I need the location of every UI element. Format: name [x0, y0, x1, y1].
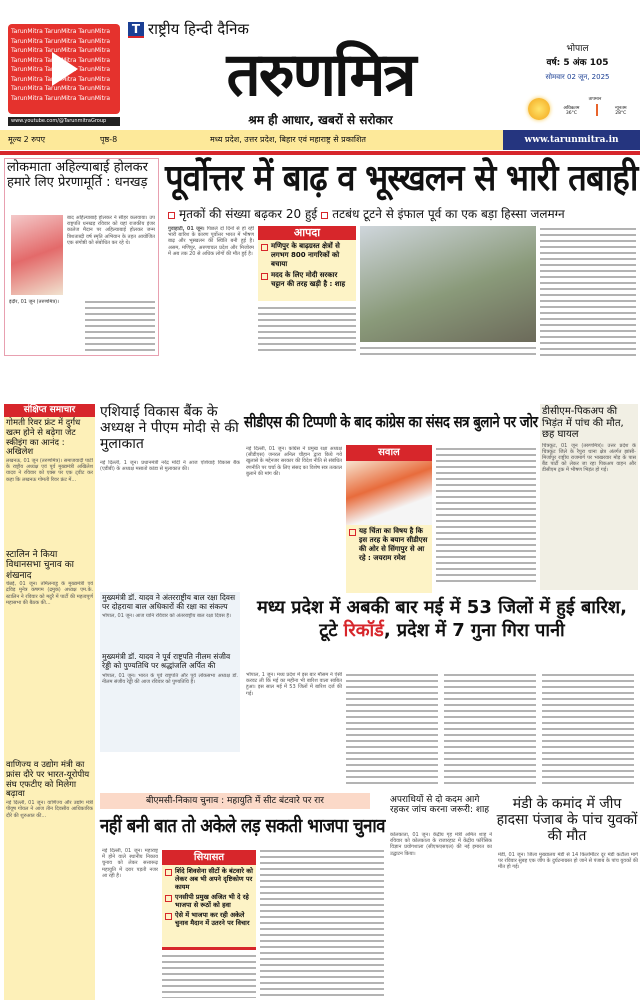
body: बाद अहिल्याबाई होलकर ने सीहर कलवाया। उप राष्ट्रपति धनखड़ रविवार को यहां राजकीय इंजर कालेज मैदान पर अहिल्याबाई होलकर जन्म त्रिशताब्दी वर्ष स्मृति अभियान के तहत आयोजित एक संगोष्ठी को संबोधित कर रहे थे। — [67, 215, 155, 246]
price: मूल्य 2 रुपए — [8, 135, 46, 144]
lead-body — [168, 226, 254, 354]
edition: वर्ष: 5 अंक 105 — [546, 58, 609, 68]
headline: डीसीएम-पिकअप की भिड़ंत में पांच की मौत, छह घायल — [542, 406, 624, 440]
mandi-body: मंडी, 01 जून। जिला मुख्यालय मंडी से 14 किलोमीटर दूर मंडी कटौला मार्ग पर रविवार सुबह एक जीप के दुर्घटनाग्रस्त हो जाने से पंजाब के पांच युवकों की मौत हो गई। — [498, 852, 638, 871]
body: चित्रकूट, 01 जून (तरुणमित्र)। उत्तर प्रदेश के चित्रकूट जिले के रैपुरा थाना क्षेत्र अंतर्गत झांसी-मिर्जापुर राष्ट्रीय राजमार्ग पर भाखरवार मोड़ के पास बैंड पार्टी को लेकर जा रहा पिकअप वाहन और डीसीएम ट्रक में भीषण भिड़ंत हो गई। — [542, 442, 636, 474]
bullet-icon — [321, 212, 328, 219]
brief-headline: गोमती रिवर फ्रंट में दुर्गंध खत्म होने से बढ़ेगा जेट स्कीइंग का आनंद : अखिलेश — [6, 418, 81, 458]
cds-headline: सीडीएस की टिप्पणी के बाद कांग्रेस का संसद सत्र बुलाने पर जोर — [244, 413, 538, 431]
mp-rain-headline — [246, 596, 638, 642]
sawal-box — [346, 445, 432, 593]
brief-headline: स्टालिन ने किया विधानसभा चुनाव का शंखनाद — [6, 550, 74, 581]
section-title: संक्षिप्त समाचार — [4, 404, 95, 417]
temp-label: तापमान — [588, 97, 602, 102]
brief-headline: वाणिज्य व उद्योग मंत्री का फ्रांस दौरे पर भारत-यूरोपीय संघ एफटीए को मिलेगा बढ़ावा — [6, 760, 90, 800]
sun-icon — [528, 98, 550, 120]
apada-box — [258, 226, 356, 301]
text-lines — [360, 345, 536, 357]
max-temp: 36°C — [565, 110, 577, 116]
lead-subheads — [168, 206, 636, 222]
date: सोमवार 02 जून, 2025 — [545, 73, 610, 81]
text-lines — [436, 446, 536, 586]
quote: यह चिंता का विषय है कि इस तरह के बयान सीडीएस की ओर से सिंगापुर से आ रहे : जयराम रमेश — [359, 527, 428, 562]
box-point: मदद के लिए मोदी सरकार चट्टान की तरह खड़ी है : शाह — [271, 271, 346, 288]
dcm-story — [540, 404, 638, 590]
mandi-headline: मंडी के कमांद में जीप हादसा पंजाब के पांच युवकों की मौत — [496, 796, 638, 845]
city: भोपाल — [566, 44, 589, 54]
text-lines — [260, 848, 384, 998]
brief-column — [4, 404, 95, 1000]
logo-mark: T — [128, 22, 144, 38]
text-lines — [346, 672, 636, 786]
lead-headline: पूर्वोत्तर में बाढ़ व भूस्खलन से भारी तबाही — [165, 158, 638, 199]
box-point: ऐसे में भाजपा कर रही अकेले चुनाव मैदान में उतरने पर विचार — [175, 911, 250, 927]
jairam-photo — [346, 461, 432, 525]
siyasat-box — [162, 850, 256, 950]
dateline: गुवाहाटी, 01 जून। — [168, 226, 205, 232]
body: भोपाल, 01 जून। आज यानि रविवार को अंतरराष्ट्रीय बाल रक्षा दिवस है। — [102, 613, 231, 620]
text-lines — [540, 226, 636, 356]
youtube-tile-text: TarunMitra TarunMitra TarunMitra TarunMitra TarunMitra TarunMitra TarunMitra TarunMitra TarunMitra TarunMitra TarunMitra TarunMitra TarunMitra TarunMitra TarunMitra TarunMitra TarunMitra TarunMitra TarunMitra TarunMitra TarunMitra TarunMitra TarunMitra TarunMitra — [11, 28, 111, 102]
headline: लोकमाता अहिल्याबाई होलकर हमारे लिए प्रेरणामूर्ति : धनखड़ — [7, 160, 148, 190]
lead-sub1: मृतकों की संख्या बढ़कर 20 हुई — [179, 207, 318, 221]
shah-headline: अपराधियों से दो कदम आगे रहकर जांच करना जरूरी: शाह — [390, 795, 490, 816]
cds-body: नई दिल्ली, 01 जून। कांग्रेस ने प्रमुख रक्षा अध्यक्ष (सीडीएस) जनरल अनिल चौहान द्वारा किये गये खुलासे के मद्देनजर सरकार की विदेश नीति से संबंधित रणनीति पर चर्चा के लिए संसद का विशेष सत्र तत्काल बुलाने की मांग की। — [246, 446, 342, 477]
box-point: शिंदे शिवसेना सीटों के बंटवारे को लेकर अब भी अपने दृष्टिकोण पर कायम — [175, 867, 253, 891]
text-lines — [258, 305, 356, 355]
body: भोपाल, 01 जून। भारत के पूर्व राष्ट्रपति और पूर्व लोकसभा अध्यक्ष डॉ. नीलम संजीव रेड्डी की आज रविवार को पुण्यतिथि है। — [102, 672, 238, 685]
headline-part: मध्य प्रदेश में अबकी बार मई में 53 जिलों में हुई बारिश, टूटे — [256, 597, 628, 641]
tagline-top: राष्ट्रीय हिन्दी दैनिक — [148, 20, 249, 38]
divider — [0, 151, 640, 155]
headline: मुख्यमंत्री डॉ. यादव ने पूर्व राष्ट्रपति नीलम संजीव रेड्डी को पुण्यतिथि पर श्रद्धांजलि अर्पित की — [102, 652, 231, 670]
box-title: सियासत — [162, 850, 256, 865]
flood-photo — [360, 226, 536, 342]
adb-body: नई दिल्ली, 1 जून। प्रधानमंत्री नरेंद्र मोदी ने आज एशियाई विकास बैंक (एडीबी) के अध्यक्ष मसातो कांडा से मुलाकात की। — [100, 460, 240, 473]
page-count: पृष्ठ-8 — [100, 135, 118, 144]
adb-headline: एशियाई विकास बैंक के अध्यक्ष ने पीएम मोदी से की मुलाकात — [100, 404, 239, 453]
holkar-story — [4, 158, 159, 356]
holkar-photo — [11, 215, 63, 295]
brief-body: लखनऊ, 01 जून (तरुणमित्र)। समाजवादी पार्टी के राष्ट्रीय अध्यक्ष एवं पूर्व मुख्यमंत्री अखिलेश यादव ने रविवार को एक्स पर एक ट्वीट कर कहा कि लखनऊ गोमती रिवर फ्रंट में... — [6, 458, 93, 483]
mp-rain-body: भोपाल, 1 जून। मध्य प्रदेश में इस बार मौसम ने ऐसी करवट ली कि मई का महीना भी बारिश वाला साबित हुआ। इस साल मई में 53 जिलों में बारिश दर्ज की गई। — [246, 672, 342, 697]
yadav-stories — [100, 592, 240, 752]
dateline: इंदौर, 01 जून (तरुणमित्र)। — [9, 299, 59, 305]
bmc-kicker: बीएमसी-निकाय चुनाव : महायुति में सीट बंटवारे पर रार — [100, 793, 370, 809]
box-point: एनसीपी प्रमुख अजित भी दे रहे भाजपा से रूठों को हवा — [175, 893, 249, 909]
weather — [555, 96, 635, 116]
bullet-icon — [168, 212, 175, 219]
newspaper-name: तरुणमित्र — [226, 40, 415, 110]
body: पिछले दो दिनों से हो रही भारी बारिश के कारण पूर्वोत्तर भारत में भीषण बाढ़ और भूस्खलन की स्थिति बनी हुई है। असम, मणिपुर, अरुणाचल प्रदेश और मिजोरम में अब तक 20 से अधिक लोगों की मौत हुई है। — [168, 226, 254, 257]
thermometer-icon — [596, 104, 598, 116]
min-temp: 28°C — [615, 110, 627, 116]
bmc-body: नई दिल्ली, 01 जून। महाराष्ट्र में होने वाले स्थानीय निकाय चुनाव को लेकर सत्तारूढ़ महायुति में दरार पड़ती नजर आ रही है। — [102, 848, 158, 879]
text-lines — [85, 299, 155, 353]
headline: मुख्यमंत्री डॉ. यादव ने अंतरराष्ट्रीय बाल रक्षा दिवस पर दोहराया बाल अधिकारों की रक्षा का संकल्प — [102, 593, 236, 611]
max-label: अधिकतम — [563, 105, 580, 111]
box-title: आपदा — [258, 226, 356, 240]
motto: श्रम ही आधार, खबरों से सरोकार — [248, 113, 393, 127]
box-point: मणिपुर के बाढ़ग्रस्त क्षेत्रों से लगभग 800 नागरिकों को बचाया — [271, 242, 340, 268]
min-label: न्यूनतम — [614, 105, 627, 111]
headline-highlight: रिकॉर्ड — [343, 620, 384, 641]
published-from: मध्य प्रदेश, उत्तर प्रदेश, बिहार एवं महाराष्ट्र से प्रकाशित — [210, 135, 366, 144]
website-link[interactable]: www.tarunmitra.in — [503, 130, 640, 150]
brief-body: चेन्नई, 01 जून। तमिलनाडु के मुख्यमंत्री एवं द्रविड़ मुनेत्र कषगम (द्रमुक) अध्यक्ष एम.के. स्टालिन ने रविवार को मदुरै में पार्टी की महत्वपूर्ण महासभा की बैठक की... — [6, 581, 93, 606]
bmc-headline: नहीं बनी बात तो अकेले लड़ सकती भाजपा चुनाव — [100, 815, 386, 837]
text-lines — [162, 953, 256, 998]
lead-sub2: तटबंध टूटने से इंफाल पूर्व का एक बड़ा हिस्सा जलमग्न — [332, 207, 565, 221]
headline-part: , प्रदेश में 7 गुना गिरा पानी — [383, 620, 565, 641]
youtube-url: www.youtube.com/@TarunmitraGroup — [8, 117, 120, 126]
shah-body: कोलकाता, 01 जून। केंद्रीय गृह मंत्री अमित शाह ने रविवार को कोलकाता के राजारहाट में केंद्रीय फॉरेंसिक विज्ञान प्रयोगशाला (सीएफएसएल) की नई इमारत का उद्घाटन किया। — [390, 832, 492, 857]
box-title: सवाल — [346, 445, 432, 461]
play-icon — [52, 52, 78, 86]
brief-body: नई दिल्ली, 01 जून। वाणिज्य और उद्योग मंत्री पीयूष गोयल ने आज तीन दिवसीय आधिकारिक दौरे की शुरुआत की... — [6, 800, 93, 819]
